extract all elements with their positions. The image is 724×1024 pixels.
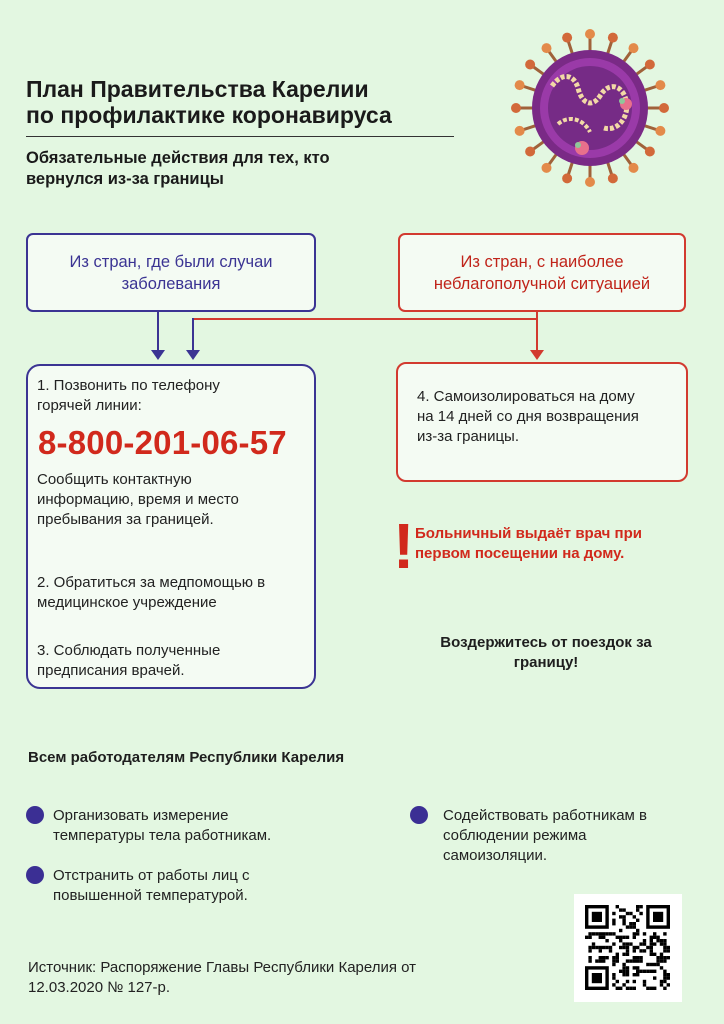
blue-arrowhead-left: [151, 350, 165, 360]
red-connector-down: [536, 320, 538, 354]
step-3-line-2: предписания врачей.: [37, 662, 185, 679]
employer-item-1-line-1: Организовать измерение: [53, 807, 229, 824]
contact-info-text: [37, 470, 239, 530]
step-2: [37, 573, 265, 613]
employer-item-2: [53, 866, 250, 906]
source-line-1: Источник: Распоряжение Главы Республики Карелия от: [28, 959, 417, 976]
qr-code-icon[interactable]: [574, 894, 682, 1002]
abstain-travel-note: [405, 633, 687, 673]
red-connector-horizontal: [192, 318, 537, 320]
contact-info-line-2: информацию, время и место: [37, 491, 239, 508]
subtitle-line-1: Обязательные действия для тех, кто: [26, 149, 330, 167]
worst-countries-line-2: неблагополучной ситуацией: [433, 274, 651, 293]
step-3-line-1: 3. Соблюдать полученные: [37, 642, 221, 659]
red-arrowhead: [530, 350, 544, 360]
worst-countries-box: [398, 233, 686, 312]
step-4-line-1: 4. Самоизолироваться на дому: [417, 388, 635, 405]
step-4-line-3: из-за границы.: [417, 428, 519, 445]
employer-item-3-line-1: Содействовать работникам в: [443, 807, 648, 824]
step-4-line-2: на 14 дней со дня возвращения: [417, 408, 639, 425]
step-1: [37, 376, 220, 416]
step-1-line-1: 1. Позвонить по телефону: [37, 377, 220, 394]
step-4: [417, 387, 639, 447]
page-subtitle: [26, 148, 446, 190]
employer-item-3: [443, 806, 647, 866]
employers-heading: Всем работодателям Республики Карелия: [28, 749, 345, 766]
blue-connector-second: [192, 318, 194, 354]
bullet-icon: [410, 806, 428, 824]
employer-item-2-line-1: Отстранить от работы лиц с: [53, 867, 250, 884]
step-2-line-2: медицинское учреждение: [37, 594, 217, 611]
step-1-line-2: горячей линии:: [37, 397, 142, 414]
blue-arrowhead-right: [186, 350, 200, 360]
contact-info-line-1: Сообщить контактную: [37, 471, 192, 488]
sick-leave-line-1: Больничный выдаёт врач при: [415, 525, 642, 542]
worst-countries-line-1: Из стран, с наиболее: [460, 252, 624, 271]
step-2-line-1: 2. Обратиться за медпомощью в: [37, 574, 266, 591]
employer-item-3-line-3: самоизоляции.: [443, 847, 547, 864]
title-line-1: План Правительства Карелии: [26, 76, 369, 102]
contact-info-line-3: пребывания за границей.: [37, 511, 214, 528]
source-citation: [28, 958, 478, 998]
sick-leave-note: [415, 524, 685, 564]
abstain-line-2: границу!: [513, 654, 579, 671]
employer-item-3-line-2: соблюдении режима: [443, 827, 587, 844]
bullet-icon: [26, 866, 44, 884]
source-line-2: 12.03.2020 № 127-р.: [28, 979, 171, 996]
blue-connector-vertical: [157, 312, 159, 354]
employer-item-1-line-2: температуры тела работникам.: [53, 827, 272, 844]
countries-with-cases-line-2: заболевания: [121, 274, 221, 293]
page-title: [26, 76, 466, 128]
hotline-phone-number: 8-800-201-06-57: [38, 424, 287, 461]
employer-item-2-line-2: повышенной температурой.: [53, 887, 248, 904]
exclamation-icon: !: [393, 510, 415, 582]
subtitle-line-2: вернулся из-за границы: [26, 170, 224, 188]
sick-leave-line-2: первом посещении на дому.: [415, 545, 625, 562]
step-3: [37, 641, 220, 681]
qr-code-graphic: [574, 894, 682, 1002]
title-line-2: по профилактике коронавируса: [26, 102, 392, 128]
abstain-line-1: Воздержитесь от поездок за: [440, 634, 652, 651]
virus-icon: [500, 24, 680, 194]
countries-with-cases-box: [26, 233, 316, 312]
title-divider: [26, 136, 454, 137]
countries-with-cases-line-1: Из стран, где были случаи: [69, 252, 273, 271]
red-connector-stub: [536, 312, 538, 320]
employer-item-1: [53, 806, 271, 846]
bullet-icon: [26, 806, 44, 824]
